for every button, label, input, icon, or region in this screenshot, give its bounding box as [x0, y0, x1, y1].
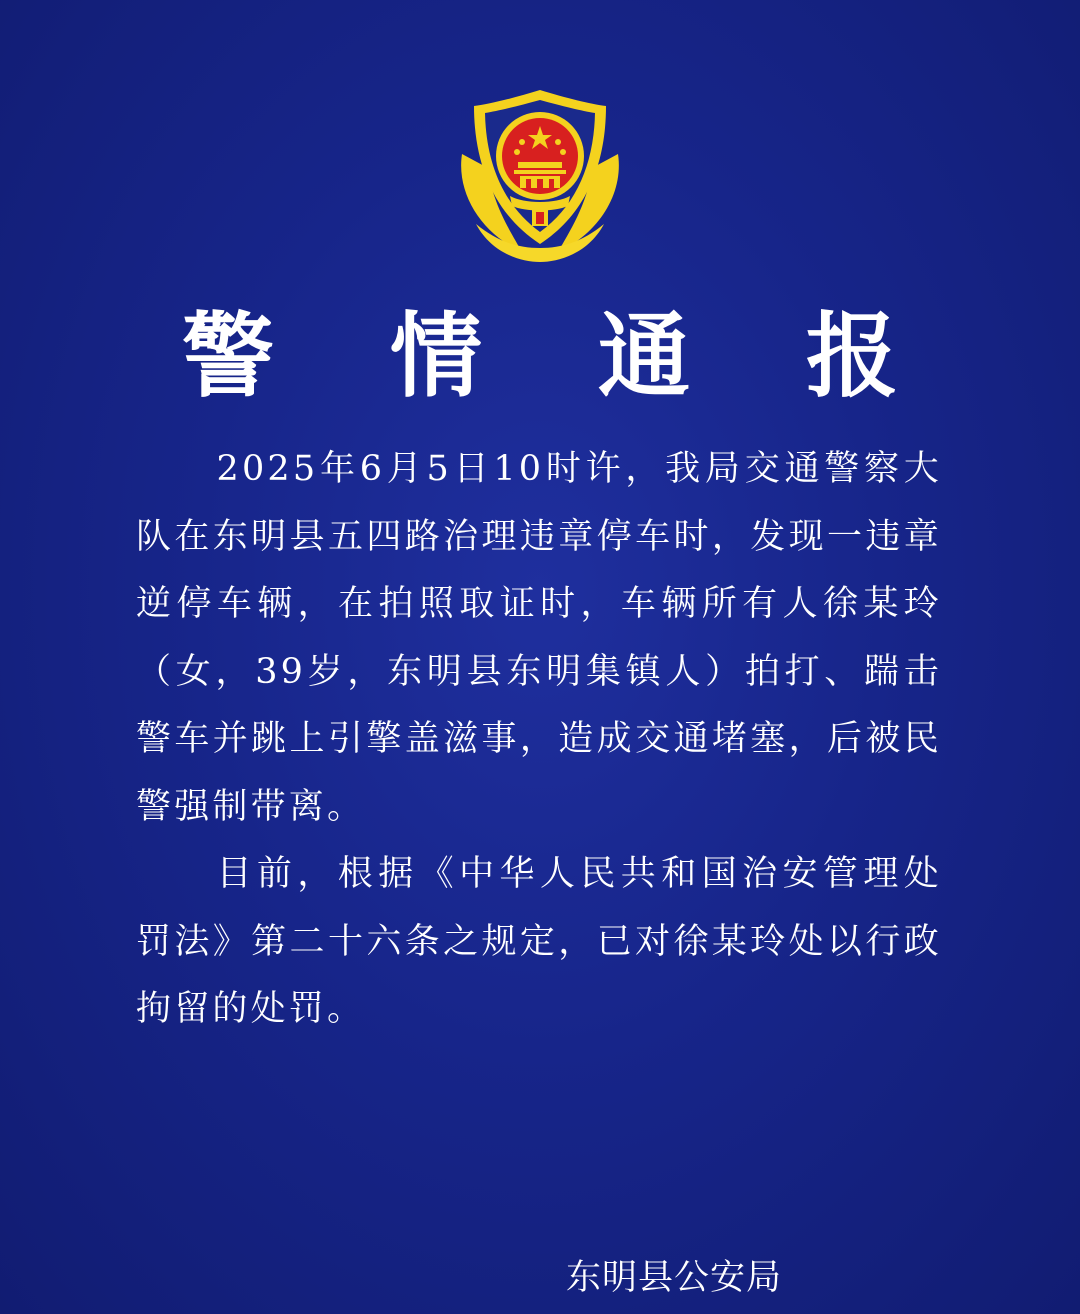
notice-title: 警 情 通 报 [181, 303, 941, 410]
notice-paragraph: 目前，根据《中华人民共和国治安管理处罚法》第二十六条之规定，已对徐某玲处以行政拘留的处罚。 [136, 854, 942, 1029]
notice-paragraph: 2025年6月5日10时许，我局交通警察大队在东明县五四路治理违章停车时，发现一违章逆停车辆，在拍照取证时，车辆所有人徐某玲（女，39岁，东明县东明集镇人）拍打、踹击警车并跳上引擎盖滋事，造成交通堵塞，后被民警强制带离。 [136, 449, 942, 827]
police-badge-icon [452, 84, 628, 264]
issuer-signature: 东明县公安局 [566, 1258, 783, 1298]
notice-body [136, 436, 942, 1044]
